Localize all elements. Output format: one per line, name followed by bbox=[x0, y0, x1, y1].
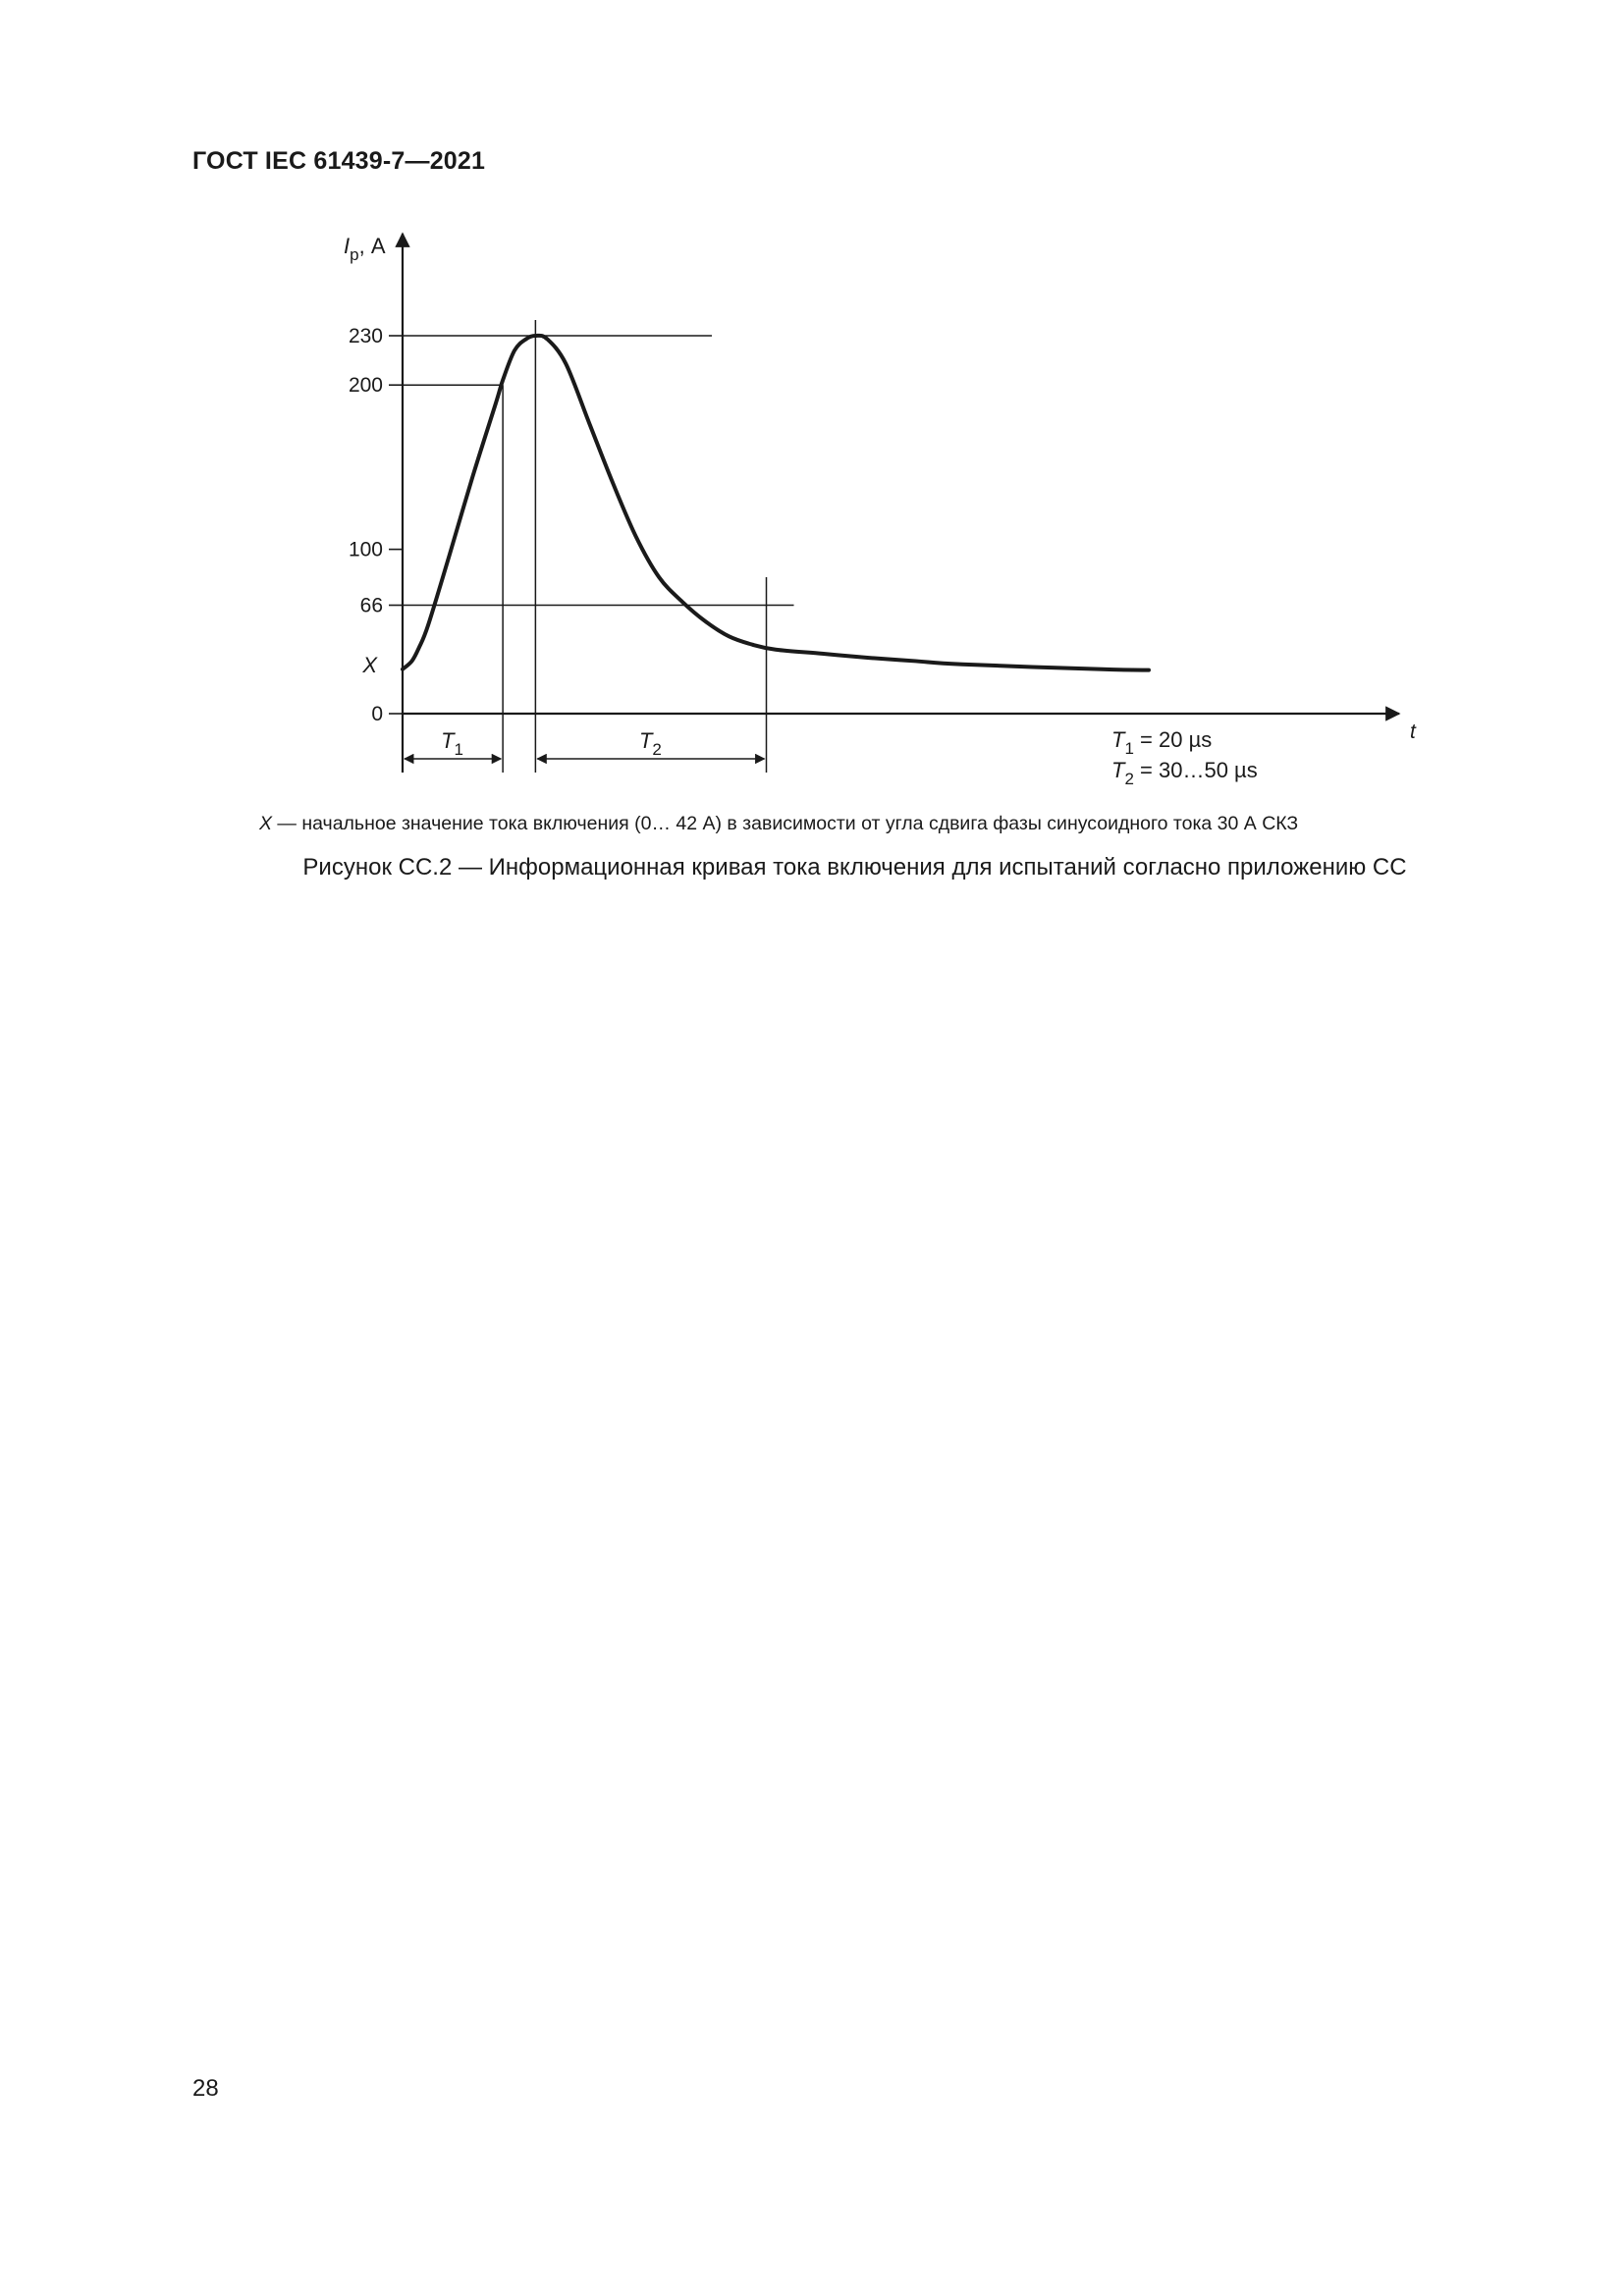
legend-text: — начальное значение тока включения (0… 42 А) в зависимости от угла сдвига фазы синусоидного тока 30 А СКЗ bbox=[272, 813, 1299, 834]
x-start-label: X bbox=[362, 652, 377, 677]
timing-note-1: $T_1 = 20$ µs bbox=[1111, 727, 1213, 758]
interval-label-2: $T_2$ bbox=[638, 728, 662, 759]
timing-note-2: $T_2$ = 30…50 µs bbox=[1111, 758, 1258, 788]
figure-caption: Рисунок СС.2 — Информационная кривая тока включения для испытаний согласно приложению СС bbox=[302, 854, 1407, 881]
interval-label-1: $T_1$ bbox=[441, 728, 463, 759]
y-tick-label: 230 bbox=[348, 325, 383, 347]
inrush-current-chart bbox=[0, 0, 1624, 942]
y-tick-label: 0 bbox=[371, 703, 383, 725]
figure-legend-note bbox=[259, 813, 1457, 835]
y-tick-label: 200 bbox=[348, 374, 383, 398]
inrush-current-figure bbox=[0, 0, 1624, 942]
inrush-current-curve bbox=[403, 336, 1149, 670]
y-tick-label: 100 bbox=[348, 538, 383, 561]
document-header: ГОСТ IEC 61439-7—2021 bbox=[192, 147, 486, 175]
y-axis-label: $I_p$, А bbox=[344, 234, 386, 264]
x-axis-label: t bbox=[1410, 721, 1416, 743]
page-number: 28 bbox=[192, 2075, 219, 2102]
legend-symbol: X bbox=[259, 813, 273, 834]
y-tick-label: 66 bbox=[359, 594, 383, 617]
